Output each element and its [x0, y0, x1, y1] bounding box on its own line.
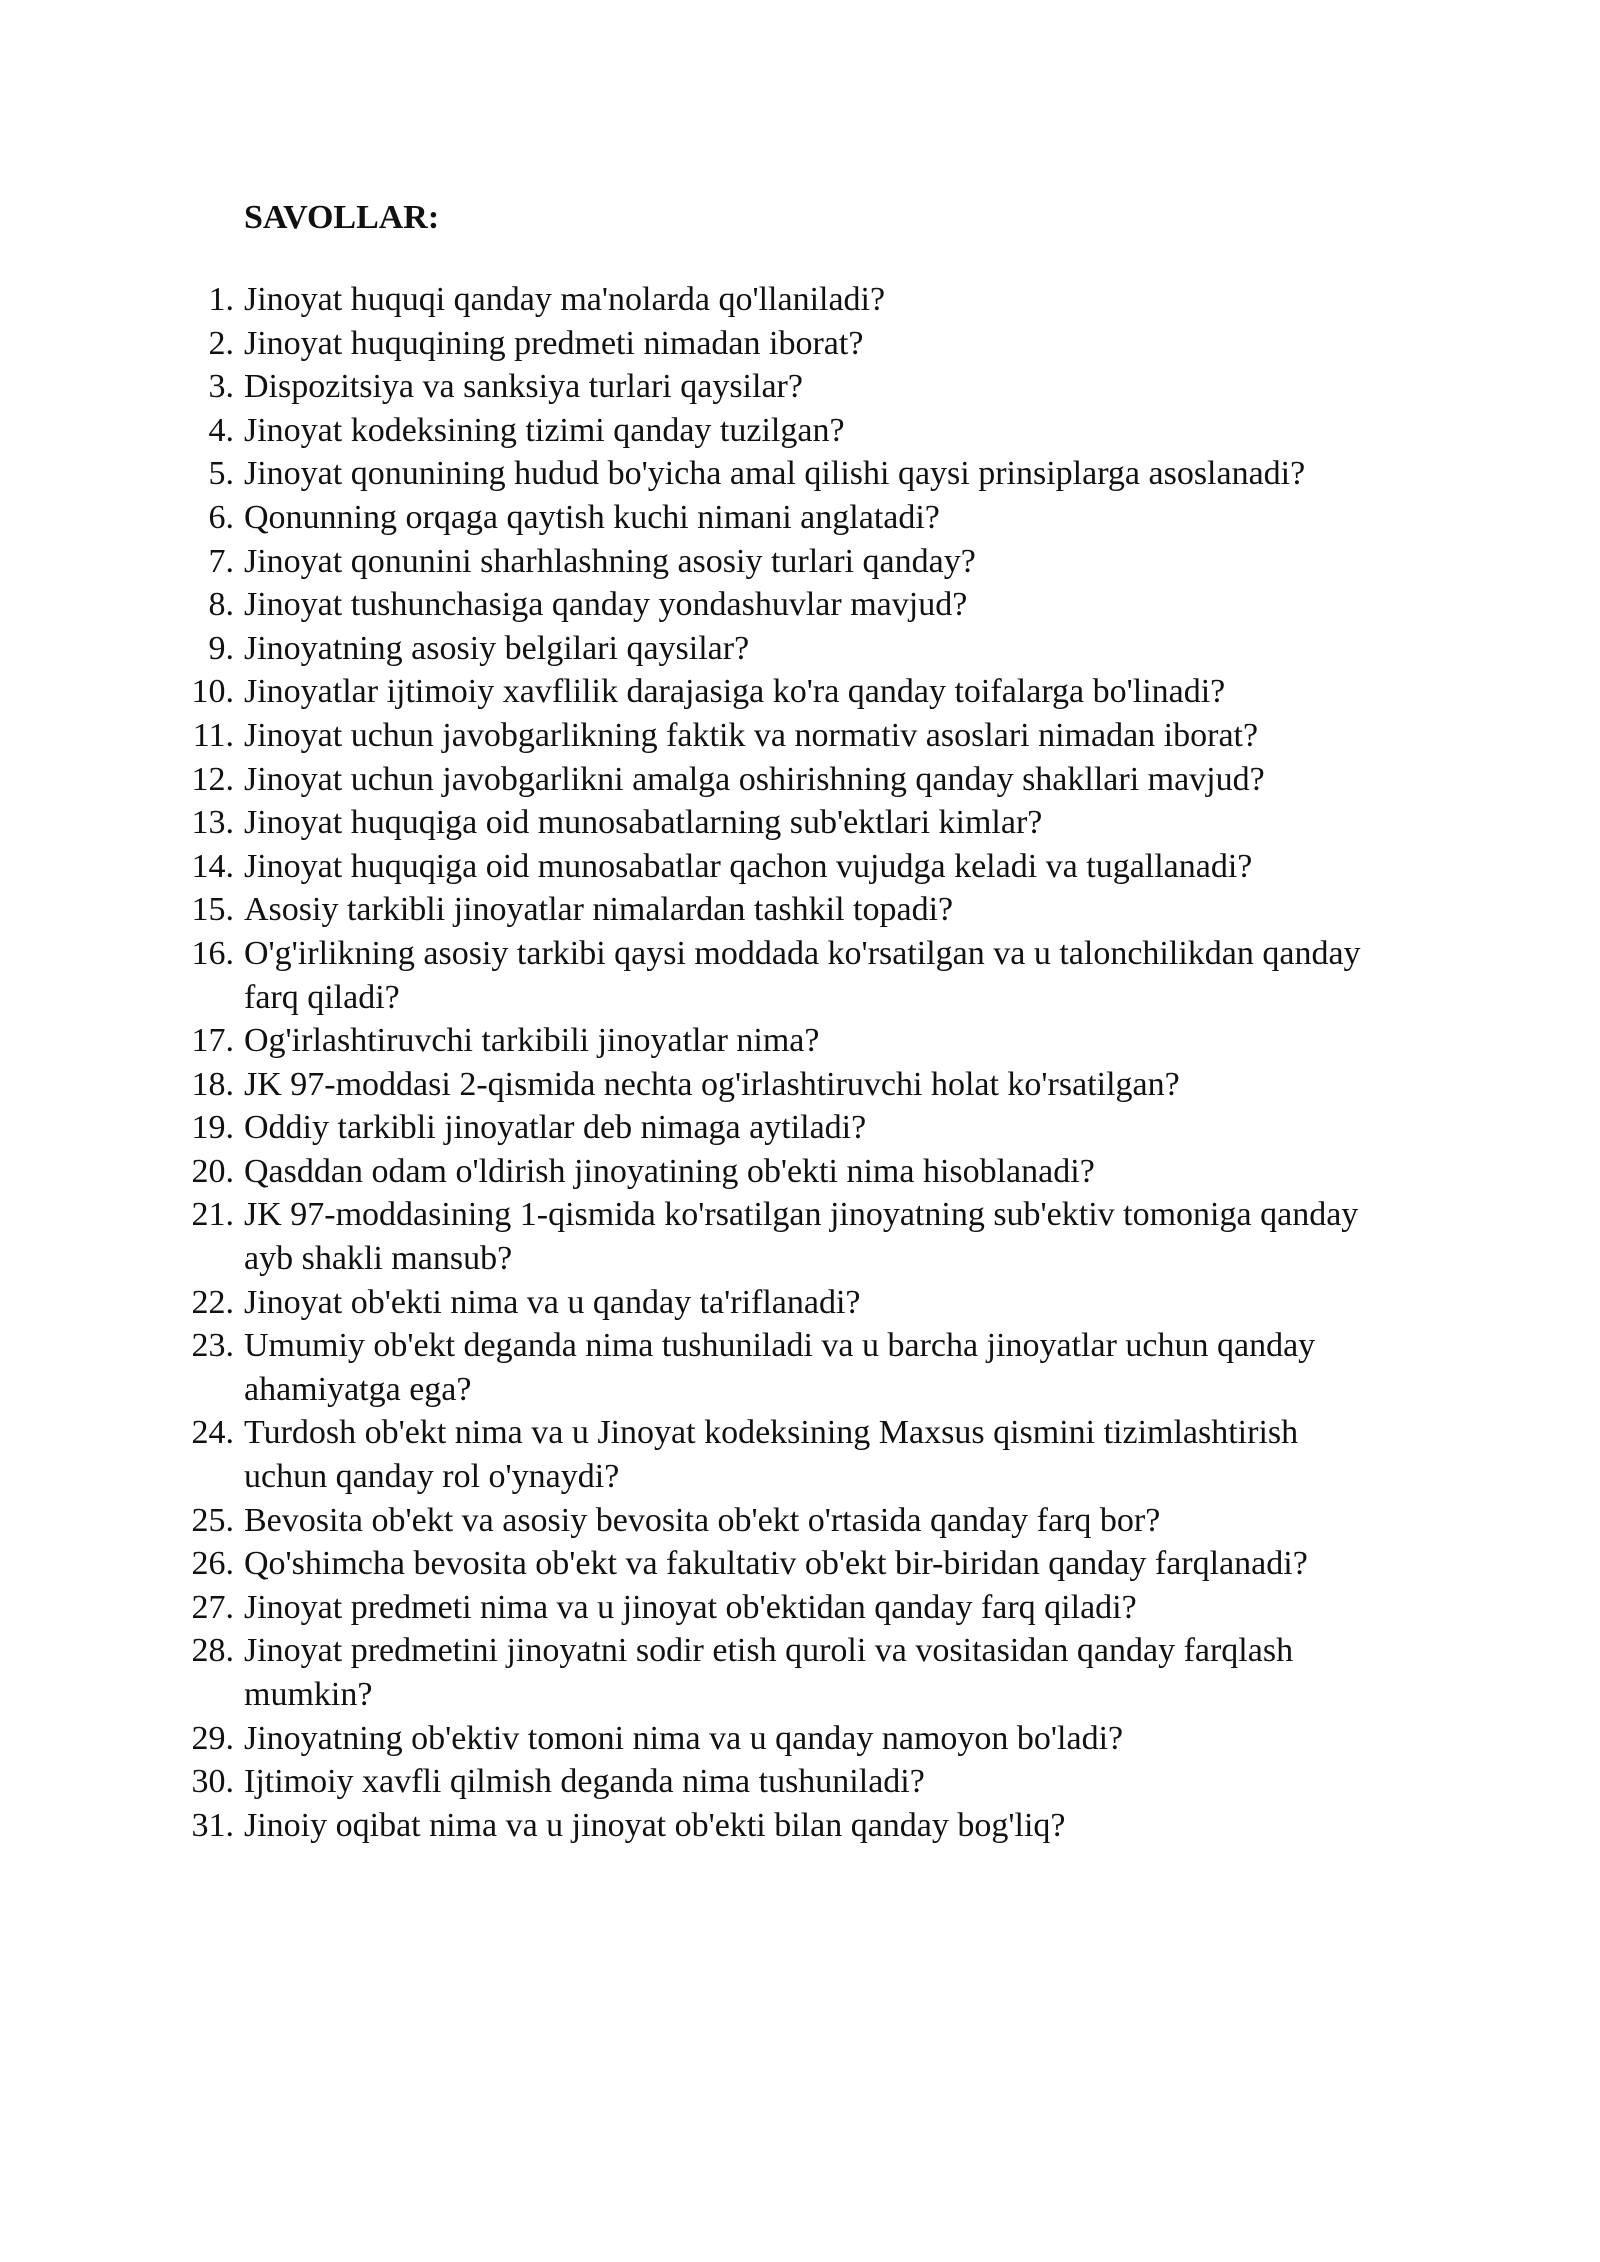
- question-number: 27.: [191, 1588, 234, 1626]
- question-text: Qasddan odam o'ldirish jinoyatining ob'ekti nima hisoblanadi?: [244, 1152, 1095, 1190]
- question-number: 14.: [191, 847, 234, 885]
- question-number: 29.: [191, 1719, 234, 1757]
- question-text: Jinoyat predmeti nima va u jinoyat ob'ektidan qanday farq qiladi?: [244, 1588, 1137, 1626]
- question-number: 6.: [208, 498, 234, 536]
- question-item: [0, 1193, 1600, 1280]
- question-number: 4.: [208, 411, 234, 449]
- question-number: 15.: [191, 891, 234, 929]
- question-item: [0, 627, 1600, 671]
- question-text: Asosiy tarkibli jinoyatlar nimalardan tashkil topadi?: [244, 891, 954, 929]
- question-number: 12.: [191, 760, 234, 798]
- question-number: 31.: [191, 1806, 234, 1844]
- question-item: [0, 1586, 1600, 1630]
- question-text: Jinoyat uchun javobgarlikning faktik va normativ asoslari nimadan iborat?: [244, 716, 1259, 754]
- question-item: [0, 583, 1600, 627]
- question-text: Jinoyat tushunchasiga qanday yondashuvlar mavjud?: [244, 586, 968, 624]
- question-text: Og'irlashtiruvchi tarkibili jinoyatlar nima?: [244, 1022, 820, 1060]
- question-item: [0, 932, 1600, 1019]
- question-item: [0, 1542, 1600, 1586]
- question-item: [0, 1324, 1600, 1411]
- question-number: 5.: [208, 455, 234, 493]
- question-text: Jinoyatning ob'ektiv tomoni nima va u qanday namoyon bo'ladi?: [244, 1719, 1124, 1757]
- question-item: [0, 409, 1600, 453]
- question-text: Qonunning orqaga qaytish kuchi nimani anglatadi?: [244, 498, 940, 536]
- question-item: [0, 1629, 1600, 1716]
- question-number: 26.: [191, 1545, 234, 1583]
- question-text: Jinoyat huquqiga oid munosabatlarning sub'ektlari kimlar?: [244, 804, 1043, 842]
- question-number: 16.: [191, 934, 234, 972]
- question-item: [0, 1281, 1600, 1325]
- question-text: Jinoyatning asosiy belgilari qaysilar?: [244, 629, 750, 667]
- question-item: [0, 1019, 1600, 1063]
- question-text: Qo'shimcha bevosita ob'ekt va fakultativ ob'ekt bir-biridan qanday farqlanadi?: [244, 1545, 1308, 1583]
- question-item: [0, 670, 1600, 714]
- question-text: Oddiy tarkibli jinoyatlar deb nimaga aytiladi?: [244, 1109, 867, 1147]
- question-number: 13.: [191, 804, 234, 842]
- question-text: Jinoyat kodeksining tizimi qanday tuzilgan?: [244, 411, 845, 449]
- question-item: [0, 540, 1600, 584]
- question-number: 21.: [191, 1196, 234, 1234]
- question-number: 1.: [208, 281, 234, 318]
- question-number: 30.: [191, 1763, 234, 1801]
- question-text: Jinoyat uchun javobgarlikni amalga oshirishning qanday shakllari mavjud?: [244, 760, 1265, 798]
- question-item: [0, 801, 1600, 845]
- question-item: [0, 365, 1600, 409]
- question-text: Umumiy ob'ekt deganda nima tushuniladi va u barcha jinoyatlar uchun qanday ahamiyatga ega?: [244, 1327, 1316, 1408]
- question-number: 25.: [191, 1501, 234, 1539]
- question-number: 18.: [191, 1065, 234, 1103]
- question-item: [0, 1804, 1600, 1848]
- questions-list: [0, 278, 1600, 1847]
- question-number: 17.: [191, 1022, 234, 1060]
- question-item: [0, 322, 1600, 366]
- page-title: SAVOLLAR:: [244, 199, 440, 236]
- question-text: Jinoyat ob'ekti nima va u qanday ta'riflanadi?: [244, 1283, 861, 1321]
- question-text: Jinoyat huquqining predmeti nimadan iborat?: [244, 324, 864, 362]
- question-text: JK 97-moddasi 2-qismida nechta og'irlashtiruvchi holat ko'rsatilgan?: [244, 1065, 1180, 1103]
- question-number: 20.: [191, 1152, 234, 1190]
- question-item: [0, 278, 1600, 322]
- question-number: 28.: [191, 1632, 234, 1670]
- question-text: Dispozitsiya va sanksiya turlari qaysilar?: [244, 368, 803, 406]
- question-item: [0, 452, 1600, 496]
- question-text: Ijtimoiy xavfli qilmish deganda nima tushuniladi?: [244, 1763, 925, 1801]
- question-text: Jinoyat predmetini jinoyatni sodir etish quroli va vositasidan qanday farqlash mumkin?: [244, 1632, 1294, 1713]
- question-number: 11.: [192, 716, 234, 754]
- question-text: Jinoyat huquqiga oid munosabatlar qachon vujudga keladi va tugallanadi?: [244, 847, 1253, 885]
- question-item: [0, 1499, 1600, 1543]
- question-text: Jinoyat huquqi qanday ma'nolarda qo'llaniladi?: [244, 281, 886, 318]
- question-number: 9.: [208, 629, 234, 667]
- question-item: [0, 888, 1600, 932]
- question-number: 8.: [208, 586, 234, 624]
- question-item: [0, 496, 1600, 540]
- question-number: 10.: [191, 673, 234, 711]
- question-text: Jinoyatlar ijtimoiy xavflilik darajasiga ko'ra qanday toifalarga bo'linadi?: [244, 673, 1226, 711]
- question-item: [0, 845, 1600, 889]
- question-number: 3.: [208, 368, 234, 406]
- question-text: Bevosita ob'ekt va asosiy bevosita ob'ekt o'rtasida qanday farq bor?: [244, 1501, 1161, 1539]
- question-text: Turdosh ob'ekt nima va u Jinoyat kodeksining Maxsus qismini tizimlashtirish uchun qanday rol o'ynaydi?: [244, 1414, 1299, 1496]
- question-item: [0, 1106, 1600, 1150]
- question-item: [0, 1717, 1600, 1761]
- question-item: [0, 1411, 1600, 1498]
- question-number: 19.: [191, 1109, 234, 1147]
- question-number: 24.: [191, 1414, 234, 1452]
- question-text: Jinoyat qonunining hudud bo'yicha amal qilishi qaysi prinsiplarga asoslanadi?: [244, 455, 1306, 493]
- question-number: 22.: [191, 1283, 234, 1321]
- question-text: O'g'irlikning asosiy tarkibi qaysi moddada ko'rsatilgan va u talonchilikdan qanday farq qiladi?: [244, 934, 1361, 1016]
- question-number: 23.: [191, 1327, 234, 1365]
- question-text: Jinoyat qonunini sharhlashning asosiy turlari qanday?: [244, 542, 976, 580]
- question-number: 2.: [208, 324, 234, 362]
- question-text: JK 97-moddasining 1-qismida ko'rsatilgan jinoyatning sub'ektiv tomoniga qanday ayb shakli mansub?: [244, 1196, 1359, 1278]
- question-item: [0, 758, 1600, 802]
- question-item: [0, 1760, 1600, 1804]
- question-item: [0, 714, 1600, 758]
- question-text: Jinoiy oqibat nima va u jinoyat ob'ekti bilan qanday bog'liq?: [244, 1806, 1066, 1844]
- question-item: [0, 1150, 1600, 1194]
- question-number: 7.: [208, 542, 234, 580]
- question-item: [0, 1063, 1600, 1107]
